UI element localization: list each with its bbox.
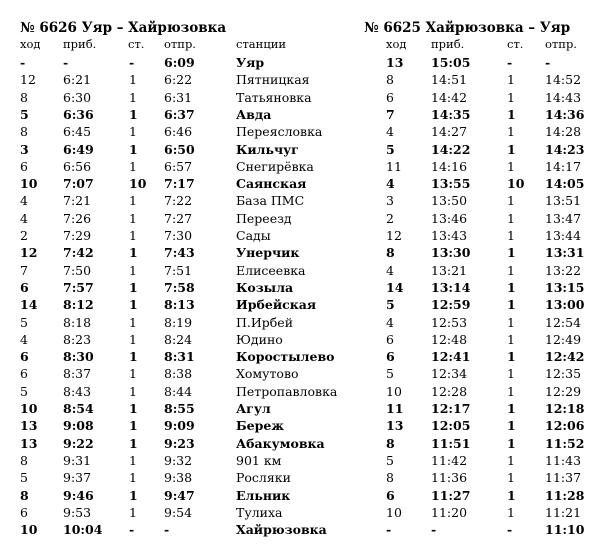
cell-stop-return: 1: [507, 210, 515, 226]
cell-arrival: 9:22: [63, 435, 94, 451]
cell-stop-return: 1: [507, 106, 516, 122]
cell-departure: -: [164, 522, 170, 538]
cell-stop: 1: [129, 158, 137, 174]
cell-arrival-return: 14:42: [431, 89, 468, 105]
cell-stop-return: 1: [507, 452, 515, 468]
cell-hod: 7: [20, 262, 28, 278]
cell-arrival: -: [63, 55, 69, 70]
cell-hod: 8: [20, 452, 28, 468]
cell-departure-return: 11:37: [545, 470, 582, 486]
cell-hod: 8: [20, 124, 28, 140]
cell-hod-return: 6: [386, 89, 394, 105]
cell-arrival: 7:26: [63, 210, 92, 226]
table-row: [0, 348, 607, 365]
cell-departure-return: 11:52: [545, 435, 585, 451]
cell-arrival-return: 13:30: [431, 245, 471, 261]
cell-hod: 6: [20, 366, 28, 382]
cell-arrival: 8:18: [63, 314, 92, 330]
cell-stop: -: [129, 522, 135, 538]
cell-station: Унерчик: [236, 245, 300, 261]
cell-stop: 1: [129, 418, 138, 434]
cell-station: Елисеевка: [236, 262, 306, 278]
cell-arrival-return: 11:27: [431, 487, 471, 503]
cell-arrival-return: 13:55: [431, 176, 471, 192]
cell-stop-return: 1: [507, 72, 515, 88]
cell-departure: 6:46: [164, 124, 193, 140]
cell-stop: 10: [129, 176, 147, 192]
cell-arrival: 7:29: [63, 228, 92, 243]
cell-stop-return: 1: [507, 141, 516, 157]
cell-stop: 1: [129, 262, 137, 278]
cell-arrival-return: -: [431, 522, 437, 538]
cell-stop: 1: [129, 331, 137, 347]
cell-arrival-return: 11:36: [431, 470, 468, 486]
cell-stop-return: 1: [507, 435, 516, 451]
cell-departure: 8:55: [164, 401, 195, 416]
cell-departure-return: 12:42: [545, 349, 585, 365]
cell-departure: 9:38: [164, 470, 193, 486]
cell-departure-return: 13:22: [545, 262, 582, 278]
table-row: [0, 365, 607, 382]
cell-stop: 1: [129, 383, 137, 399]
table-row: [0, 383, 607, 400]
cell-arrival-return: 13:50: [431, 193, 468, 209]
cell-arrival: 9:08: [63, 418, 94, 434]
cell-hod-return: -: [386, 522, 392, 538]
cell-hod: 4: [20, 210, 28, 226]
cell-hod-return: 6: [386, 331, 394, 347]
cell-station: Татьяновка: [236, 89, 312, 105]
cell-departure: 7:43: [164, 245, 195, 261]
cell-arrival: 8:12: [63, 297, 94, 313]
cell-departure-return: 12:18: [545, 401, 585, 416]
cell-station: Уяр: [236, 55, 265, 70]
cell-hod-return: 13: [386, 418, 404, 434]
cell-arrival-return: 12:41: [431, 349, 471, 365]
cell-hod: 10: [20, 176, 38, 192]
cell-stop-return: -: [507, 522, 513, 538]
cell-arrival: 6:45: [63, 124, 92, 140]
cell-station: Росляки: [236, 470, 291, 486]
cell-station: Кильчуг: [236, 141, 299, 157]
cell-departure: 8:24: [164, 331, 193, 347]
table-row: [0, 227, 607, 244]
cell-departure-return: 13:44: [545, 228, 582, 243]
cell-arrival: 8:54: [63, 401, 94, 416]
table-row: [0, 504, 607, 521]
cell-hod: 4: [20, 193, 28, 209]
cell-arrival-return: 12:48: [431, 331, 468, 347]
header-stations: станции: [236, 37, 287, 51]
header-stop: ст.: [128, 37, 145, 51]
table-row: [0, 71, 607, 88]
cell-station: Береж: [236, 418, 284, 434]
cell-hod-return: 3: [386, 193, 394, 209]
cell-departure: 6:22: [164, 72, 193, 88]
cell-hod-return: 11: [386, 158, 402, 174]
cell-departure: 7:58: [164, 279, 195, 295]
cell-hod-return: 10: [386, 504, 402, 520]
cell-stop: 1: [129, 349, 138, 365]
cell-stop-return: 1: [507, 366, 515, 382]
cell-departure-return: 14:36: [545, 106, 585, 122]
cell-stop-return: 1: [507, 349, 516, 365]
table-row: [0, 175, 607, 192]
cell-departure: 7:22: [164, 193, 193, 209]
cell-arrival-return: 12:53: [431, 314, 468, 330]
cell-stop-return: 1: [507, 124, 515, 140]
cell-departure-return: 12:35: [545, 366, 582, 382]
cell-hod-return: 7: [386, 106, 395, 122]
cell-departure-return: 13:31: [545, 245, 585, 261]
cell-arrival: 6:36: [63, 106, 94, 122]
cell-hod: 6: [20, 504, 28, 520]
cell-departure: 6:37: [164, 106, 195, 122]
cell-departure-return: 13:47: [545, 210, 582, 226]
cell-station: Ельник: [236, 487, 291, 503]
cell-station: Пятницкая: [236, 72, 310, 88]
cell-arrival: 9:37: [63, 470, 92, 486]
cell-stop: 1: [129, 228, 137, 243]
cell-departure-return: 12:06: [545, 418, 585, 434]
cell-departure: 9:32: [164, 452, 193, 468]
table-row: [0, 487, 607, 504]
cell-stop-return: 1: [507, 228, 515, 243]
cell-departure-return: 13:00: [545, 297, 585, 313]
cell-hod: 5: [20, 314, 28, 330]
cell-hod: 13: [20, 435, 38, 451]
cell-departure: 7:30: [164, 228, 193, 243]
cell-stop-return: 1: [507, 504, 515, 520]
cell-departure: 6:57: [164, 158, 193, 174]
cell-arrival-return: 11:51: [431, 435, 471, 451]
cell-arrival-return: 12:59: [431, 297, 471, 313]
cell-hod-return: 6: [386, 487, 395, 503]
cell-stop: 1: [129, 314, 137, 330]
cell-stop-return: 1: [507, 314, 515, 330]
table-row: [0, 417, 607, 434]
table-row: [0, 400, 607, 417]
cell-stop-return: 1: [507, 331, 515, 347]
right-route-title: № 6625 Хайрюзовка – Уяр: [364, 20, 571, 36]
cell-stop: 1: [129, 141, 138, 157]
cell-arrival: 10:04: [63, 522, 103, 538]
header-departure-return: отпр.: [545, 37, 577, 51]
cell-arrival: 7:21: [63, 193, 92, 209]
cell-departure-return: 14:23: [545, 141, 585, 157]
cell-stop-return: 1: [507, 245, 516, 261]
cell-hod-return: 2: [386, 210, 394, 226]
cell-departure: 7:51: [164, 262, 193, 278]
cell-hod-return: 6: [386, 349, 395, 365]
cell-arrival-return: 13:43: [431, 228, 468, 243]
cell-station: Ирбейская: [236, 297, 317, 313]
cell-hod-return: 8: [386, 72, 394, 88]
cell-arrival: 8:23: [63, 331, 92, 347]
cell-departure-return: 14:52: [545, 72, 582, 88]
cell-hod-return: 8: [386, 470, 394, 486]
cell-arrival-return: 12:28: [431, 383, 468, 399]
header-departure: отпр.: [164, 37, 196, 51]
cell-station: Козыла: [236, 279, 294, 295]
table-row: [0, 141, 607, 158]
table-row: [0, 279, 607, 296]
cell-hod: 8: [20, 487, 29, 503]
cell-stop-return: 1: [507, 383, 515, 399]
left-route-title: № 6626 Уяр – Хайрюзовка: [20, 20, 227, 36]
cell-station: Снегирёвка: [236, 158, 314, 174]
cell-arrival: 7:50: [63, 262, 92, 278]
cell-hod: 6: [20, 279, 29, 295]
table-row: [0, 296, 607, 313]
cell-stop: 1: [129, 245, 138, 261]
cell-stop-return: 1: [507, 297, 516, 313]
cell-departure: 9:23: [164, 435, 195, 451]
cell-arrival-return: 14:22: [431, 141, 471, 157]
cell-arrival: 7:42: [63, 245, 94, 261]
cell-departure-return: 14:28: [545, 124, 582, 140]
cell-hod: 4: [20, 331, 28, 347]
cell-station: Петропавловка: [236, 383, 338, 399]
cell-hod: 5: [20, 470, 28, 486]
cell-hod: 12: [20, 245, 38, 261]
table-row: [0, 435, 607, 452]
cell-station: Переясловка: [236, 124, 323, 140]
cell-hod-return: 13: [386, 55, 404, 70]
cell-arrival-return: 14:27: [431, 124, 468, 140]
cell-hod: 10: [20, 522, 38, 538]
cell-arrival: 6:21: [63, 72, 92, 88]
table-row: [0, 469, 607, 486]
cell-arrival: 9:46: [63, 487, 94, 503]
cell-hod-return: 4: [386, 314, 394, 330]
cell-hod: 12: [20, 72, 36, 88]
cell-departure: 6:31: [164, 89, 193, 105]
cell-departure: 9:09: [164, 418, 195, 434]
header-hod-return: ход: [386, 37, 407, 51]
cell-arrival-return: 11:20: [431, 504, 468, 520]
cell-stop: 1: [129, 279, 138, 295]
table-row: [0, 262, 607, 279]
cell-hod-return: 8: [386, 435, 395, 451]
cell-hod: 8: [20, 89, 28, 105]
cell-departure: 8:31: [164, 349, 195, 365]
cell-station: Авда: [236, 106, 272, 122]
header-arrival-return: приб.: [431, 37, 465, 51]
cell-station: 901 км: [236, 452, 282, 468]
cell-station: Абакумовка: [236, 435, 325, 451]
cell-departure: 8:19: [164, 314, 193, 330]
cell-hod-return: 5: [386, 297, 395, 313]
cell-hod-return: 4: [386, 262, 394, 278]
cell-departure: 9:47: [164, 487, 195, 503]
cell-stop: 1: [129, 210, 137, 226]
cell-hod: 2: [20, 228, 28, 243]
table-row: [0, 452, 607, 469]
cell-hod-return: 5: [386, 452, 394, 468]
cell-arrival: 7:57: [63, 279, 94, 295]
cell-station: Агул: [236, 401, 271, 416]
cell-departure-return: 11:21: [545, 504, 582, 520]
cell-station: Хайрюзовка: [236, 522, 327, 538]
cell-stop: 1: [129, 470, 137, 486]
table-row: [0, 331, 607, 348]
cell-arrival: 9:31: [63, 452, 92, 468]
cell-departure: 7:27: [164, 210, 193, 226]
cell-station: Тулиха: [236, 504, 283, 520]
cell-stop: 1: [129, 297, 138, 313]
cell-stop-return: 10: [507, 176, 525, 192]
cell-departure-return: 13:51: [545, 193, 582, 209]
table-row: [0, 89, 607, 106]
cell-departure-return: 14:43: [545, 89, 582, 105]
cell-stop-return: 1: [507, 158, 515, 174]
cell-stop-return: -: [507, 55, 513, 70]
cell-stop: 1: [129, 504, 137, 520]
cell-stop-return: 1: [507, 89, 515, 105]
cell-stop-return: 1: [507, 401, 516, 416]
cell-stop-return: 1: [507, 487, 516, 503]
cell-departure: 9:54: [164, 504, 193, 520]
cell-station: База ПМС: [236, 193, 305, 209]
cell-departure-return: 12:49: [545, 331, 582, 347]
cell-departure-return: 11:10: [545, 522, 585, 538]
table-row: [0, 158, 607, 175]
cell-stop-return: 1: [507, 193, 515, 209]
cell-stop: 1: [129, 401, 138, 416]
cell-arrival: 6:56: [63, 158, 92, 174]
cell-departure-return: 14:05: [545, 176, 585, 192]
cell-arrival-return: 14:51: [431, 72, 468, 88]
cell-departure-return: 11:43: [545, 452, 582, 468]
cell-departure: 8:38: [164, 366, 193, 382]
cell-stop-return: 1: [507, 418, 516, 434]
cell-arrival-return: 14:35: [431, 106, 471, 122]
cell-stop: 1: [129, 366, 137, 382]
cell-departure: 7:17: [164, 176, 195, 192]
cell-departure-return: 13:15: [545, 279, 585, 295]
cell-arrival-return: 13:21: [431, 262, 468, 278]
table-row: [0, 314, 607, 331]
cell-hod-return: 5: [386, 366, 394, 382]
cell-arrival-return: 13:46: [431, 210, 468, 226]
table-row: [0, 521, 607, 538]
cell-station: Юдино: [236, 331, 283, 347]
cell-station: Саянская: [236, 176, 307, 192]
cell-arrival: 6:30: [63, 89, 92, 105]
cell-station: П.Ирбей: [236, 314, 294, 330]
table-row: [0, 123, 607, 140]
cell-arrival: 6:49: [63, 141, 94, 157]
cell-arrival: 9:53: [63, 504, 92, 520]
cell-arrival: 8:37: [63, 366, 92, 382]
cell-arrival: 7:07: [63, 176, 94, 192]
cell-hod: 5: [20, 106, 29, 122]
table-row: [0, 106, 607, 123]
cell-hod: 6: [20, 158, 28, 174]
cell-departure-return: -: [545, 55, 551, 70]
cell-stop: 1: [129, 487, 138, 503]
table-row: [0, 210, 607, 227]
cell-hod-return: 4: [386, 124, 394, 140]
cell-departure-return: 14:17: [545, 158, 582, 174]
cell-departure-return: 12:54: [545, 314, 582, 330]
cell-departure: 8:44: [164, 383, 193, 399]
cell-stop: 1: [129, 435, 138, 451]
cell-station: Сады: [236, 228, 271, 243]
cell-departure: 8:13: [164, 297, 195, 313]
cell-stop: 1: [129, 72, 137, 88]
cell-hod: 13: [20, 418, 38, 434]
cell-arrival-return: 13:14: [431, 279, 471, 295]
cell-stop: 1: [129, 193, 137, 209]
table-row: [0, 244, 607, 261]
cell-station: Хомутово: [236, 366, 299, 382]
cell-stop: 1: [129, 106, 138, 122]
cell-arrival-return: 11:42: [431, 452, 468, 468]
cell-stop-return: 1: [507, 262, 515, 278]
cell-stop: -: [129, 55, 135, 70]
cell-stop-return: 1: [507, 470, 515, 486]
cell-hod-return: 14: [386, 279, 404, 295]
table-row: [0, 192, 607, 209]
cell-hod-return: 5: [386, 141, 395, 157]
cell-hod-return: 4: [386, 176, 395, 192]
header-arrival: приб.: [63, 37, 97, 51]
cell-hod-return: 10: [386, 383, 402, 399]
cell-station: Переезд: [236, 210, 292, 226]
cell-arrival-return: 12:05: [431, 418, 471, 434]
header-stop-return: ст.: [507, 37, 524, 51]
cell-stop: 1: [129, 89, 137, 105]
cell-hod-return: 8: [386, 245, 395, 261]
cell-hod-return: 12: [386, 228, 402, 243]
cell-arrival-return: 14:16: [431, 158, 468, 174]
cell-stop: 1: [129, 452, 137, 468]
cell-hod-return: 11: [386, 401, 404, 416]
cell-stop-return: 1: [507, 279, 516, 295]
cell-departure: 6:50: [164, 141, 195, 157]
cell-arrival: 8:30: [63, 349, 94, 365]
cell-arrival-return: 12:34: [431, 366, 468, 382]
cell-stop: 1: [129, 124, 137, 140]
cell-arrival-return: 12:17: [431, 401, 471, 416]
table-row: [0, 54, 607, 71]
cell-hod: 5: [20, 383, 28, 399]
cell-hod: 3: [20, 141, 29, 157]
cell-hod: 6: [20, 349, 29, 365]
cell-hod: 14: [20, 297, 38, 313]
cell-departure: 6:09: [164, 55, 195, 70]
cell-hod: 10: [20, 401, 38, 416]
cell-departure-return: 11:28: [545, 487, 585, 503]
cell-arrival-return: 15:05: [431, 55, 471, 70]
header-hod: ход: [20, 37, 41, 51]
cell-arrival: 8:43: [63, 383, 92, 399]
cell-hod: -: [20, 55, 26, 70]
cell-departure-return: 12:29: [545, 383, 582, 399]
cell-station: Коростылево: [236, 349, 335, 365]
